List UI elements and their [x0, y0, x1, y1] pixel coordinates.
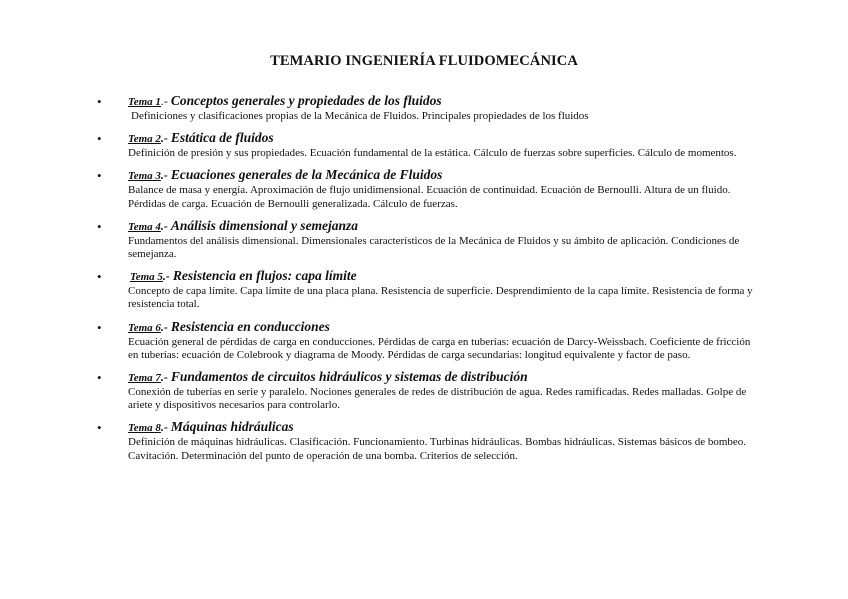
topic-number: Tema 4	[128, 220, 161, 233]
topic-heading	[128, 129, 760, 146]
topic-heading	[128, 92, 760, 109]
bullet-icon: •	[97, 168, 102, 184]
topic-item	[96, 217, 760, 267]
topic-separator: .-	[160, 131, 171, 146]
topic-number: Tema 3	[128, 170, 161, 183]
topic-description: Concepto de capa límite. Capa límite de una placa plana. Resistencia de superficie. Desprendimiento de la capa límite. Resistencia de forma y resistencia total.	[128, 285, 753, 311]
topic-description: Ecuación general de pérdidas de carga en conducciones. Pérdidas de carga en tuberías: ecuación de Darcy-Weissbach. Coeficiente de fricción en tuberías: ecuación de Colebrook y diagrama de Moody. Pérdidas de carga secundarias: longitud equivalente y factor de paso.	[128, 335, 751, 361]
topic-heading	[128, 166, 760, 183]
bullet-icon: •	[97, 218, 102, 234]
topic-number: Tema 6	[128, 321, 161, 334]
topic-title: Máquinas hidráulicas	[170, 419, 294, 435]
topic-item	[96, 267, 760, 317]
topic-item	[96, 166, 760, 216]
topic-separator: .-	[160, 94, 171, 108]
topic-separator: .-	[160, 168, 171, 183]
bullet-icon: •	[97, 420, 102, 436]
topic-item	[96, 129, 760, 166]
topic-description: Conexión de tuberías en serie y paralelo. Nociones generales de redes de distribución de agua. Redes ramificadas. Redes malladas. Golpe de ariete y dispositivos necesarios para controlarlo.	[128, 386, 747, 412]
topic-title: Estática de fluidos	[170, 130, 274, 146]
topic-title: Resistencia en flujos: capa límite	[172, 268, 357, 284]
topic-number: Tema 5	[130, 271, 163, 284]
topic-heading	[128, 318, 760, 335]
document-title: TEMARIO INGENIERÍA FLUIDOMECÁNICA	[270, 53, 578, 69]
topic-description: Balance de masa y energía. Aproximación de flujo unidimensional. Ecuación de continuidad. Ecuación de Bernoulli. Altura de un fluido. Pérdidas de carga. Ecuación de Bernoulli generalizada. Cálculo de fuerzas.	[128, 184, 731, 210]
topic-description: Definición de máquinas hidráulicas. Clasificación. Funcionamiento. Turbinas hidráulicas. Bombas hidráulicas. Sistemas básicos de bombeo. Cavitación. Determinación del punto de operación de una bomba. Criterios de selección.	[128, 436, 747, 462]
topic-number: Tema 1	[128, 96, 161, 108]
bullet-icon: •	[97, 319, 102, 335]
bullet-icon: •	[97, 131, 102, 147]
topic-separator: .-	[160, 319, 171, 334]
topic-title: Resistencia en conducciones	[170, 318, 330, 334]
topic-number: Tema 7	[128, 372, 161, 385]
topic-item	[96, 368, 760, 418]
topic-heading	[128, 368, 760, 385]
topic-list	[96, 92, 760, 469]
topic-description: Fundamentos del análisis dimensional. Dimensionales característicos de la Mecánica de Fluidos y su ámbito de aplicación. Condiciones de semejanza.	[128, 234, 740, 261]
topic-item	[96, 92, 760, 129]
topic-title: Conceptos generales y propiedades de los fluidos	[170, 93, 442, 108]
topic-title: Ecuaciones generales de la Mecánica de Fluidos	[170, 167, 443, 183]
topic-title: Fundamentos de circuitos hidráulicos y sistemas de distribución	[170, 369, 528, 385]
topic-separator: .-	[160, 218, 171, 233]
bullet-icon: •	[97, 269, 102, 285]
bullet-icon: •	[97, 370, 102, 386]
topic-description: Definiciones y clasificaciones propias de la Mecánica de Fluidos. Principales propiedades de los fluidos	[131, 110, 589, 122]
topic-separator: .-	[160, 420, 171, 435]
topic-title: Análisis dimensional y semejanza	[170, 217, 359, 233]
topic-number: Tema 8	[128, 422, 161, 435]
topic-number: Tema 2	[128, 133, 161, 146]
topic-description: Definición de presión y sus propiedades. Ecuación fundamental de la estática. Cálculo de fuerzas sobre superficies. Cálculo de momentos.	[128, 147, 737, 160]
topic-separator: .-	[162, 269, 173, 284]
topic-heading	[128, 418, 760, 435]
topic-heading	[128, 267, 760, 284]
bullet-icon: •	[97, 94, 102, 109]
topic-separator: .-	[160, 370, 171, 385]
topic-item	[96, 318, 760, 368]
topic-heading	[128, 217, 760, 234]
topic-item	[96, 418, 760, 468]
